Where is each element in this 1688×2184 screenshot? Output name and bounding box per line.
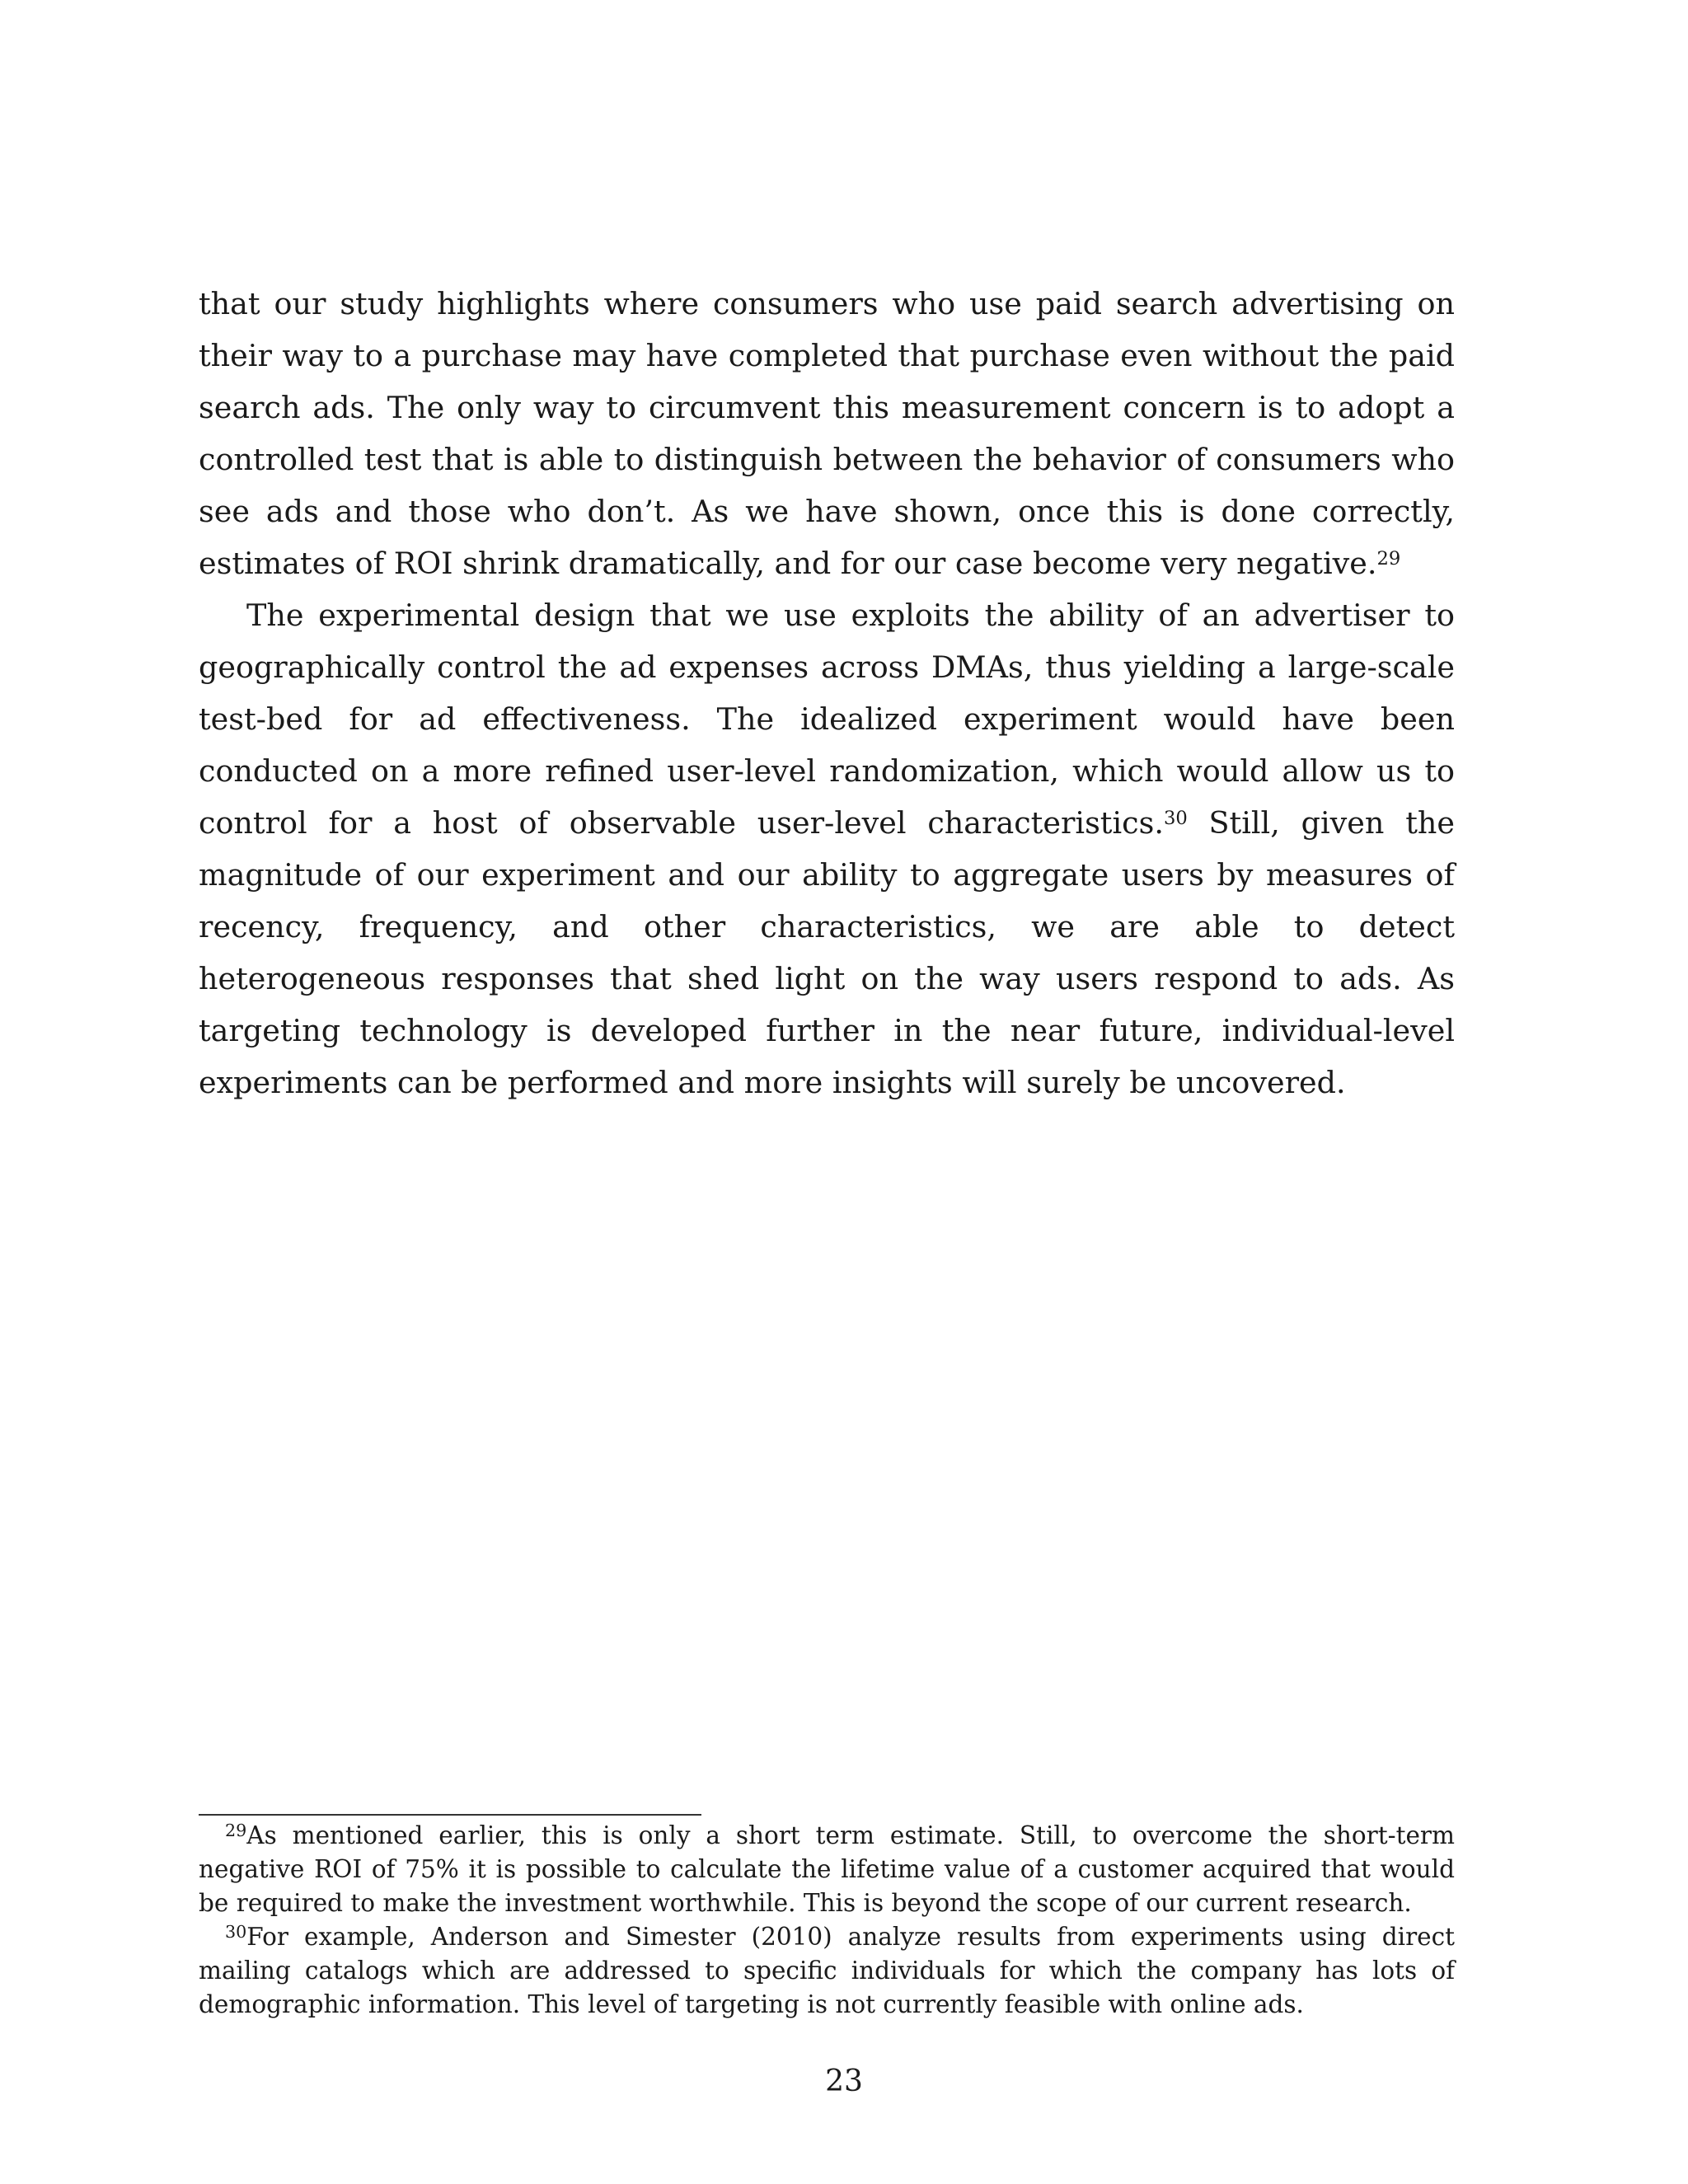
footnote-separator (199, 1814, 701, 1816)
footnote-ref-29[interactable]: 29 (1376, 547, 1401, 569)
footnote-number-29: 29 (225, 1820, 247, 1840)
paragraph-1-text: that our study highlights where consumers who use paid search advertising on their way to a purchase may have completed that purchase even without the paid search ads. The only way to circumvent this measurement concern is to adopt a controlled test that is able to distinguish between the behavior of consumers who see ads and those who don’t. As we have shown, once this is done correctly, estimates of ROI shrink dramatically, and for our case become very negative. (199, 286, 1455, 581)
footnote-30 (199, 1920, 1455, 2022)
paragraph-1 (199, 278, 1455, 589)
footnote-29-text: As mentioned earlier, this is only a short term estimate. Still, to overcome the short-term negative ROI of 75% it is possible to calculate the lifetime value of a customer acquired that would be required to make the investment worthwhile. This is beyond the scope of our current research. (199, 1821, 1455, 1917)
paragraph-2 (199, 589, 1455, 1108)
page-number: 23 (825, 2064, 863, 2098)
paragraph-2-text-before-ref: The experimental design that we use exploits the ability of an advertiser to geographically control the ad expenses across DMAs, thus yielding a large-scale test-bed for ad effectiveness. The idealized experiment would have been conducted on a more refined user-level randomization, which would allow us to control for a host of observable user-level characteristics. (199, 598, 1455, 841)
footnote-29 (199, 1819, 1455, 1920)
footnote-30-text: For example, Anderson and Simester (2010) analyze results from experiments using direct mailing catalogs which are addressed to specific individuals for which the company has lots of demographic information. This level of targeting is not currently feasible with online ads. (199, 1923, 1455, 2018)
paragraph-2-text-after-ref: Still, given the magnitude of our experiment and our ability to aggregate users by measures of recency, frequency, and other characteristics, we are able to detect heterogeneous responses that shed light on the way users respond to ads. As targeting technology is developed further in the near future, individual-level experiments can be performed and more insights will surely be uncovered. (199, 805, 1455, 1100)
footnote-number-30: 30 (225, 1921, 247, 1942)
footnotes (199, 1819, 1455, 2022)
footnote-ref-30[interactable]: 30 (1163, 807, 1188, 829)
main-text (199, 278, 1455, 1108)
